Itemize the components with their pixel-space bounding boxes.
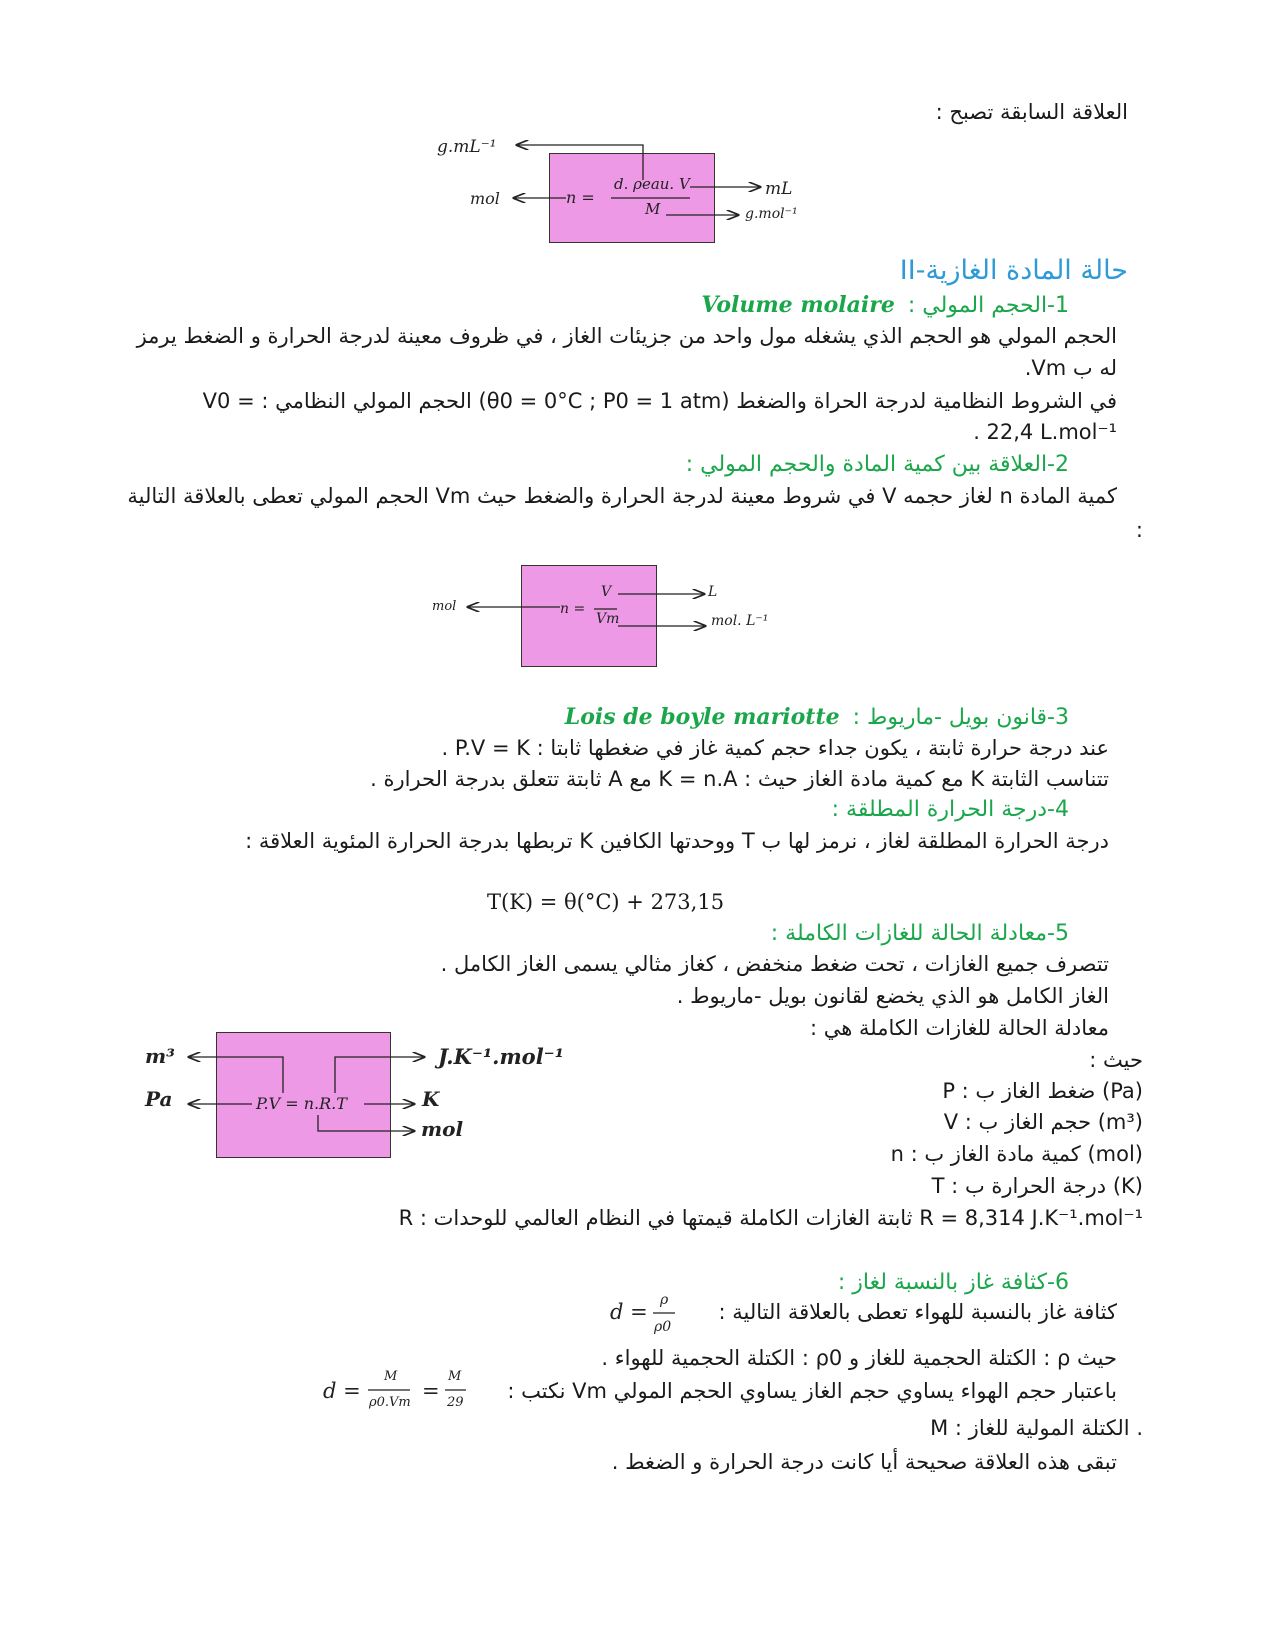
s4-paragraph-1: درجة الحرارة المطلقة لغاز ، نرمز لها ب T ووحدتها الكافين K تربطها بدرجة الحرارة المئوية العلاقة : <box>245 829 1109 853</box>
s6-paragraph-4: M : الكتلة المولية للغاز . <box>930 1416 1143 1440</box>
s6-paragraph-5: تبقى هذه العلاقة صحيحة أيا كانت درجة الحرارة و الضغط . <box>611 1450 1117 1474</box>
density2-lhs: d = <box>323 1379 361 1403</box>
s1-paragraph-4: . 22,4 L.mol⁻¹ <box>973 420 1117 444</box>
density-numerator: ρ <box>660 1292 669 1308</box>
unit-mol: mol <box>470 189 500 208</box>
unit-molar-mass: g.mol⁻¹ <box>745 206 798 222</box>
formula-numerator: d. ρeau. V <box>614 175 690 193</box>
s5-paragraph-1: تتصرف جميع الغازات ، تحت ضغط منخفض ، كغاز مثالي يسمى الغاز الكامل . <box>440 952 1109 976</box>
density2-denominator-1: ρ0.Vm <box>369 1395 411 1410</box>
unit-density: g.mL⁻¹ <box>437 137 497 157</box>
s5-paragraph-2: الغاز الكامل هو الذي يخضع لقانون بويل -ماريوط . <box>676 984 1109 1008</box>
def-pressure: P : ضغط الغاز ب (Pa) <box>942 1079 1143 1103</box>
unit-mol: mol <box>432 599 457 614</box>
def-temperature: T : درجة الحرارة ب (K) <box>931 1174 1143 1198</box>
s3-title-ar: 3-قانون بويل -ماريوط : <box>852 705 1069 730</box>
formula-lhs: n = <box>560 601 586 617</box>
formula-denominator: M <box>645 200 661 218</box>
formula-denominator: Vm <box>596 611 620 627</box>
s4-title: 4-درجة الحرارة المطلقة : <box>831 797 1069 822</box>
temperature-equation: T(K) = θ(°C) + 273,15 <box>487 890 725 914</box>
s1-paragraph-3: في الشروط النظامية لدرجة الحراة والضغط (θ0 = 0°C ; P0 = 1 atm) الحجم المولي النظامي : = V0 <box>202 389 1117 413</box>
unit-gas-constant: J.K⁻¹.mol⁻¹ <box>438 1044 564 1069</box>
density2-numerator-2: M <box>448 1369 462 1384</box>
s3-paragraph-2: تتناسب الثابتة K مع كمية مادة الغاز حيث : K = n.A مع A ثابتة تتعلق بدرجة الحرارة . <box>370 767 1109 791</box>
s3-title-fr: Lois de boyle mariotte <box>564 704 840 730</box>
s6-paragraph-2: حيث ρ : الكتلة الحجمية للغاز و ρ0 : الكتلة الحجمية للهواء . <box>601 1346 1117 1370</box>
unit-cubic-metre: m³ <box>145 1044 175 1068</box>
formula-lhs: n = <box>566 188 595 207</box>
unit-kelvin: K <box>422 1087 440 1111</box>
density2-denominator-2: 29 <box>447 1395 464 1410</box>
def-volume: V : حجم الغاز ب (m³) <box>943 1110 1143 1134</box>
intro-text: العلاقة السابقة تصبح : <box>935 100 1128 124</box>
s2-title: 2-العلاقة بين كمية المادة والحجم المولي : <box>685 452 1069 477</box>
formula-numerator: V <box>601 584 612 600</box>
s5-paragraph-3: معادلة الحالة للغازات الكاملة هي : <box>810 1016 1109 1040</box>
unit-mol: mol <box>421 1117 464 1141</box>
s5-title: 5-معادلة الحالة للغازات الكاملة : <box>770 921 1069 946</box>
def-gas-constant: R : ثابتة الغازات الكاملة قيمتها في النظام العالمي للوحدات R = 8,314 J.K⁻¹.mol⁻¹ <box>398 1206 1143 1230</box>
unit-mol-per-litre: mol. L⁻¹ <box>711 613 769 629</box>
s6-paragraph-1: كثافة غاز بالنسبة للهواء تعطى بالعلاقة التالية : <box>718 1300 1117 1324</box>
s1-title-ar: 1-الحجم المولي : <box>907 293 1069 318</box>
density2-numerator-1: M <box>384 1369 398 1384</box>
s2-paragraph-1: كمية المادة n لغاز حجمه V في شروط معينة لدرجة الحرارة والضغط حيث Vm الحجم المولي تعطى بالعلاقة التالية <box>127 484 1117 508</box>
density2-equals: = <box>422 1379 440 1403</box>
s1-title-fr: Volume molaire <box>701 292 895 318</box>
density-lhs: d = <box>610 1300 648 1324</box>
s3-paragraph-1: عند درجة حرارة ثابتة ، يكون جداء حجم كمية غاز في ضغطها ثابتا : P.V = K . <box>441 736 1109 760</box>
ideal-gas-formula: P.V = n.R.T <box>256 1094 347 1113</box>
unit-pascal: Pa <box>145 1087 173 1111</box>
s6-title: 6-كثافة غاز بالنسبة لغاز : <box>837 1270 1069 1295</box>
density-denominator: ρ0 <box>654 1319 672 1335</box>
s2-paragraph-2: : <box>1135 518 1143 542</box>
section-title: II-حالة المادة الغازية <box>899 255 1128 286</box>
def-amount: n : كمية مادة الغاز ب (mol) <box>890 1142 1143 1166</box>
unit-litre: L <box>708 584 718 600</box>
s1-paragraph-1: الحجم المولي هو الحجم الذي يشغله مول واحد من جزيئات الغاز ، في ظروف معينة لدرجة الحرارة و الضغط يرمز <box>136 324 1117 348</box>
unit-ml: mL <box>765 179 793 199</box>
s5-paragraph-4: حيث : <box>1089 1048 1143 1072</box>
s6-paragraph-3: باعتبار حجم الهواء يساوي حجم الغاز يساوي الحجم المولي Vm نكتب : <box>507 1379 1117 1403</box>
s1-paragraph-2: له ب Vm. <box>1024 356 1117 380</box>
